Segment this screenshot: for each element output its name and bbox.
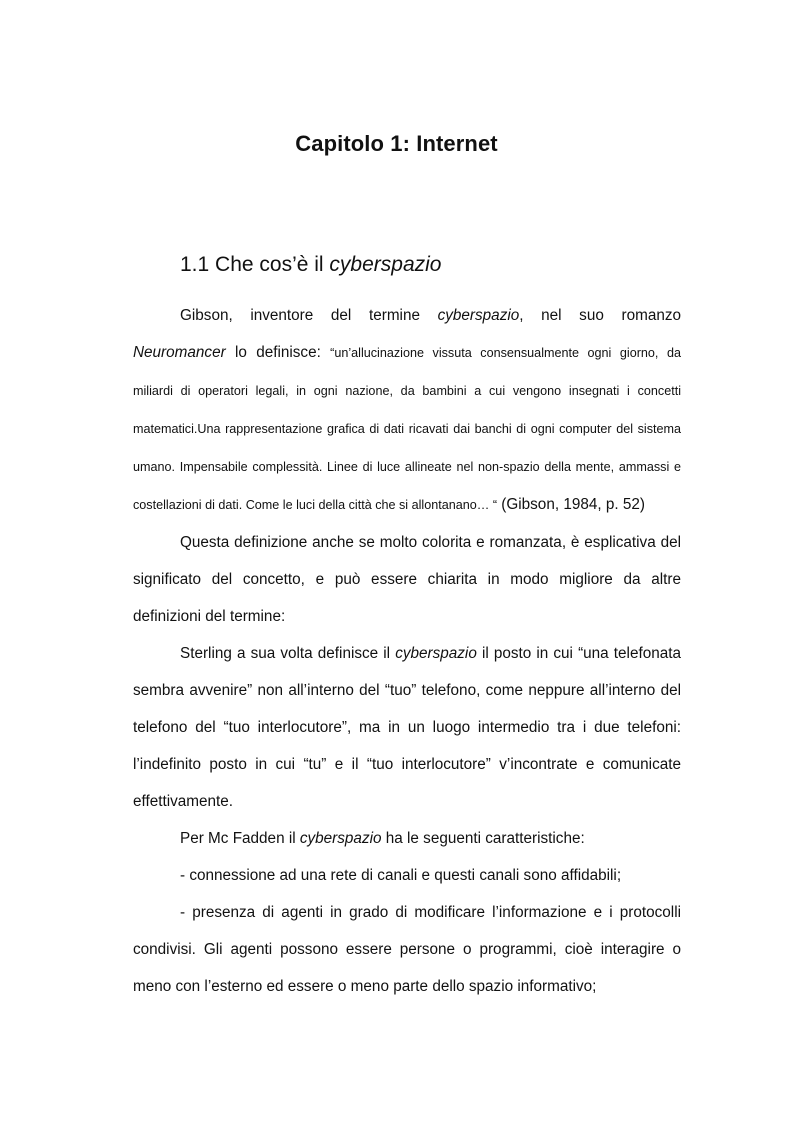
p3-text-c: il posto in cui “una telefonata sembra avvenire” non all’interno del “tuo” telefono, come neppure all’interno del telefono del “tuo interlocutore”, ma in un luogo intermedio tra i due telefoni: l’indefinito posto in cui “tu” e il “tuo interlocutore” v’incontrate e comunicate effettivamente. xyxy=(133,645,681,810)
p1-text-e: lo definisce: xyxy=(225,344,331,361)
chapter-title: Capitolo 1: Internet xyxy=(295,131,498,156)
p3-term-cyberspazio: cyberspazio xyxy=(395,645,477,662)
section-title-text: 1.1 Che cos’è il xyxy=(180,253,330,276)
paragraph-sterling xyxy=(133,635,681,820)
body-text xyxy=(133,297,681,1005)
p1-term-cyberspazio: cyberspazio xyxy=(437,307,520,324)
p3-text-a: Sterling a sua volta definisce il xyxy=(180,645,396,662)
p4-term-cyberspazio: cyberspazio xyxy=(299,830,382,847)
list-item-agenti: - presenza di agenti in grado di modificare l’informazione e i protocolli condivisi. Gli agenti possono essere persone o programmi, cioè interagire o meno con l’esterno ed essere o meno parte dello spazio informativo; xyxy=(133,904,681,995)
p1-book-title: Neuromancer xyxy=(133,344,226,361)
p1-text-a: Gibson, inventore del termine xyxy=(180,307,438,324)
section-title xyxy=(180,253,441,277)
gibson-citation: (Gibson, 1984, p. 52) xyxy=(497,496,645,513)
list-item-connessione: - connessione ad una rete di canali e questi canali sono affidabili; xyxy=(180,867,622,884)
gibson-quote: “un’allucinazione vissuta consensualmente ogni giorno, da miliardi di operatori legali, in ogni nazione, da bambini a cui vengono insegnati i concetti matematici.Una rappresentazione grafica di dati ricavati dai banchi di ogni computer del sistema umano. Impensabile complessità. Linee di luce allineate nel non-spazio della mente, ammassi e costellazioni di dati. Come le luci della città che si allontanano… “ xyxy=(133,346,681,512)
p4-text-c: ha le seguenti caratteristiche: xyxy=(381,830,585,847)
p1-text-c: , nel suo romanzo xyxy=(519,307,681,324)
paragraph-gibson xyxy=(133,297,681,524)
paragraph-definition: Questa definizione anche se molto colorita e romanzata, è esplicativa del significato del concetto, e può essere chiarita in modo migliore da altre definizioni del termine: xyxy=(133,534,681,625)
p4-text-a: Per Mc Fadden il xyxy=(180,830,300,847)
section-title-italic: cyberspazio xyxy=(329,253,442,276)
paragraph-mcfadden xyxy=(133,820,681,857)
